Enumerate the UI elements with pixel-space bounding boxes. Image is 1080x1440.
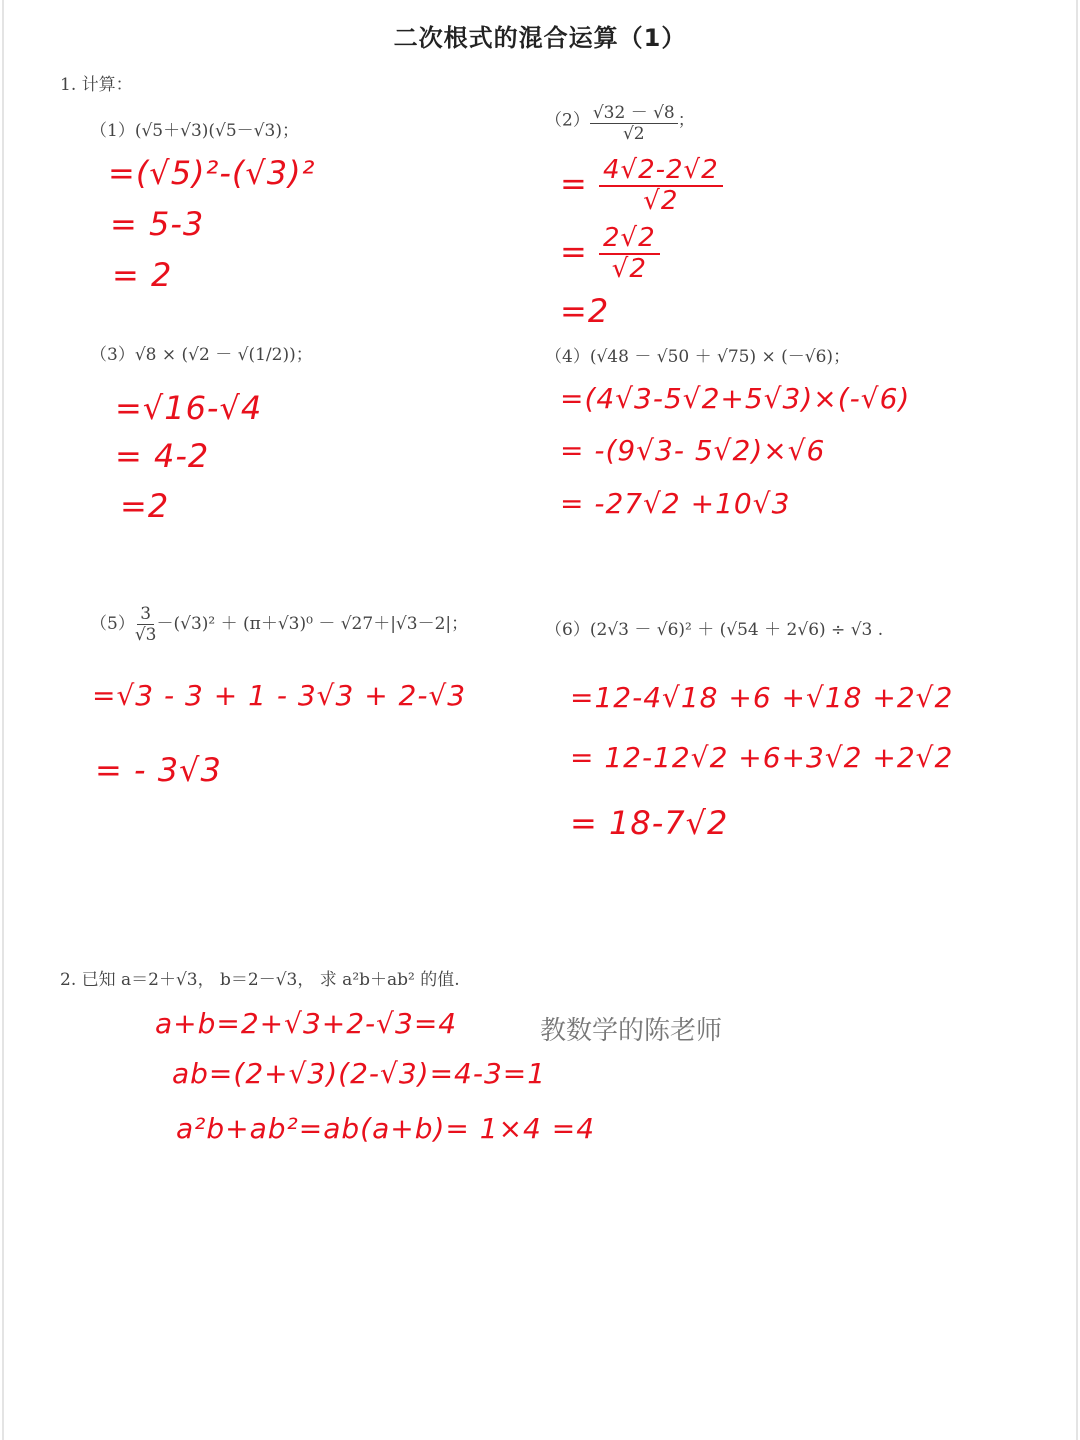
work-5-line-2: = - 3√3 [95,751,222,789]
work-2-line-1: = $\frac{4√2-2√2}{√2}$ [560,156,723,215]
work-1-line-1: =(√5)²-(√3)² [108,154,316,192]
work-5-line-1: =√3 - 3 + 1 - 3√3 + 2-√3 [92,679,467,712]
question-2: 2. 已知 a＝2＋√3， b＝2－√3， 求 a²b＋ab² 的值. [60,970,460,990]
problem-3: （3）√8 × (√2 － √(1/2))； [90,345,313,365]
work-4-line-2: = -(9√3- 5√2)×√6 [560,434,826,467]
work-3-line-3: =2 [120,487,170,525]
question-1-label: 1. 计算： [60,75,133,95]
problem-1: （1）(√5＋√3)(√5－√3)； [90,121,299,141]
problem-6: （6）(2√3 － √6)² ＋ (√54 ＋ 2√6) ÷ √3 . [545,620,884,640]
work-4-line-1: =(4√3-5√2+5√3)×(-√6) [560,382,911,415]
problem-4: （4）(√48 － √50 ＋ √75) × (－√6)； [545,347,851,367]
watermark: 教数学的陈老师 [540,1016,723,1046]
work-6-line-3: = 18-7√2 [570,804,729,842]
work-2-line-2: = $\frac{2√2}{√2}$ [560,224,660,283]
work-3-line-2: = 4-2 [115,437,210,475]
work-3-line-1: =√16-√4 [115,389,263,427]
work-6-line-2: = 12-12√2 +6+3√2 +2√2 [570,741,954,774]
work-6-line-1: =12-4√18 +6 +√18 +2√2 [570,681,954,714]
work-1-line-3: = 2 [112,256,173,294]
work-1-line-2: = 5-3 [110,205,205,243]
work-4-line-3: = -27√2 +10√3 [560,487,791,520]
page-title: 二次根式的混合运算（1） [393,24,687,52]
problem-5: （5） $\frac{3}{√3}$ －(√3)² ＋ (π＋√3)⁰ － √27＋|√3－2|； [90,604,469,645]
work-q2-line-1: a+b=2+√3+2-√3=4 [155,1007,458,1040]
problem-2: （2） $\frac{√32 - √8}{√2}$ ； [545,98,695,144]
work-q2-line-2: ab=(2+√3)(2-√3)=4-3=1 [172,1057,547,1090]
work-q2-line-3: a²b+ab²=ab(a+b)= 1×4 =4 [176,1112,596,1145]
work-2-line-3: =2 [560,292,610,330]
